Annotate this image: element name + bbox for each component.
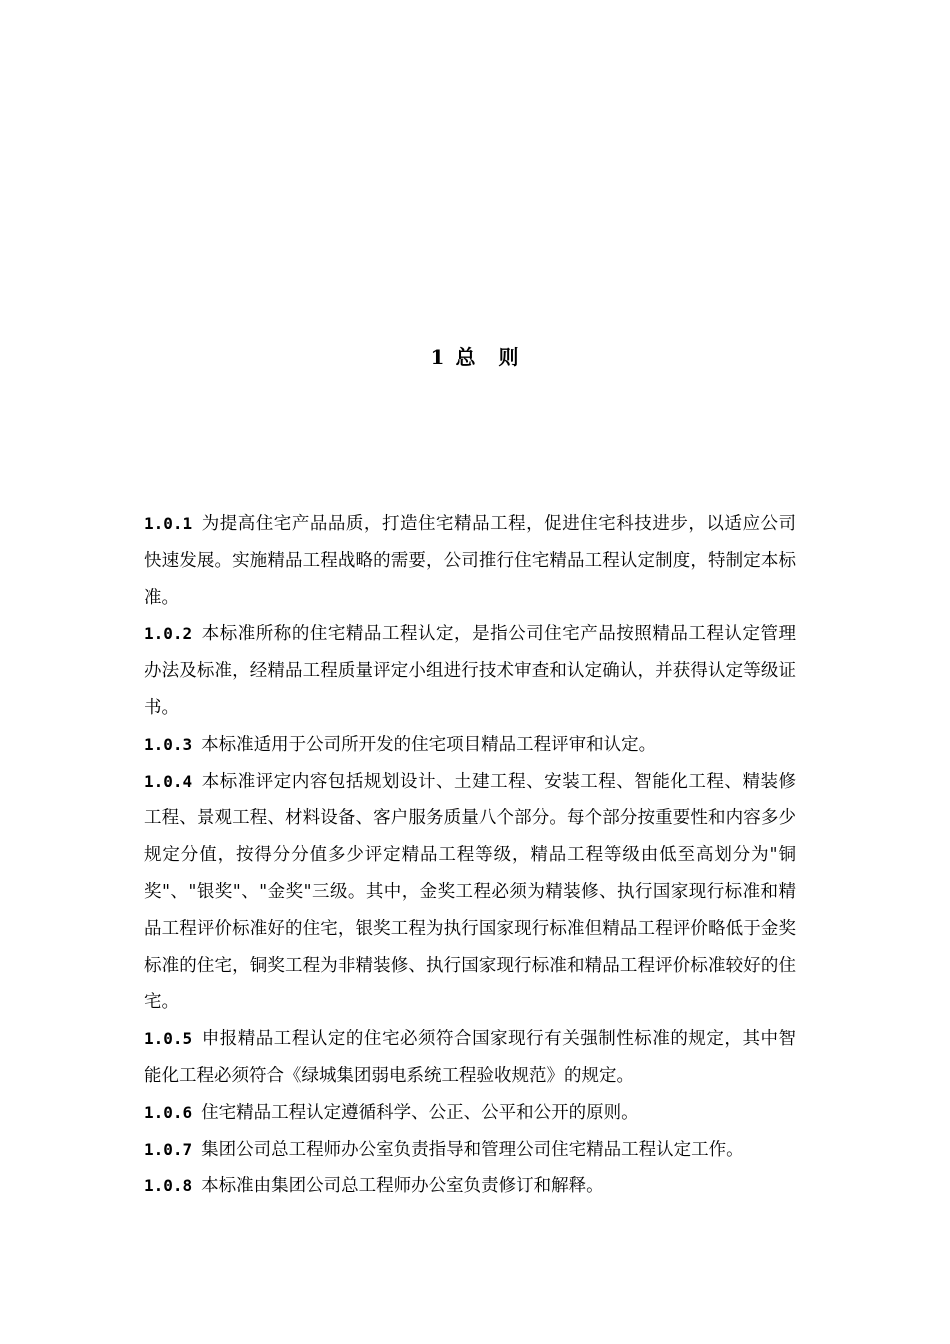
clause-1-0-4 bbox=[144, 764, 796, 1022]
clause-text: 本标准由集团公司总工程师办公室负责修订和解释。 bbox=[201, 1176, 604, 1197]
clause-text: 为提高住宅产品品质，打造住宅精品工程，促进住宅科技进步，以适应公司快速发展。实施精品工程战略的需要，公司推行住宅精品工程认定制度，特制定本标准。 bbox=[144, 514, 796, 608]
clause-number: 1.0.6 bbox=[144, 1102, 193, 1122]
chapter-title-char-2: 则 bbox=[498, 345, 520, 369]
clause-1-0-3 bbox=[144, 727, 796, 764]
clause-number: 1.0.5 bbox=[144, 1029, 193, 1049]
clause-number: 1.0.4 bbox=[144, 771, 193, 791]
chapter-title-char-1: 总 bbox=[455, 345, 477, 369]
clause-number: 1.0.8 bbox=[144, 1176, 193, 1196]
clause-1-0-2 bbox=[144, 616, 796, 726]
clause-number: 1.0.7 bbox=[144, 1139, 193, 1159]
clause-text: 本标准所称的住宅精品工程认定，是指公司住宅产品按照精品工程认定管理办法及标准，经精品工程质量评定小组进行技术审查和认定确认，并获得认定等级证书。 bbox=[144, 624, 796, 718]
clause-number: 1.0.2 bbox=[144, 624, 193, 644]
clause-1-0-6 bbox=[144, 1095, 796, 1132]
chapter-number: 1 bbox=[430, 345, 446, 369]
clause-1-0-8 bbox=[144, 1168, 796, 1205]
clause-number: 1.0.1 bbox=[144, 514, 193, 533]
clause-text: 本标准评定内容包括规划设计、土建工程、安装工程、智能化工程、精装修工程、景观工程、材料设备、客户服务质量八个部分。每个部分按重要性和内容多少规定分值，按得分分值多少评定精品工程等级，精品工程等级由低至高划分为"铜奖"、"银奖"、"金奖"三级。其中，金奖工程必须为精装修、执行国家现行标准和精品工程评价标准好的住宅，银奖工程为执行国家现行标准但精品工程评价略低于金奖标准的住宅，铜奖工程为非精装修、执行国家现行标准和精品工程评价标准较好的住宅。 bbox=[144, 771, 796, 1013]
clause-1-0-7 bbox=[144, 1132, 796, 1169]
clause-1-0-1 bbox=[144, 506, 796, 616]
clause-number: 1.0.3 bbox=[144, 734, 193, 754]
clause-text: 本标准适用于公司所开发的住宅项目精品工程评审和认定。 bbox=[201, 734, 657, 755]
clause-list bbox=[144, 506, 796, 1205]
clause-1-0-5 bbox=[144, 1021, 796, 1095]
clause-text: 申报精品工程认定的住宅必须符合国家现行有关强制性标准的规定，其中智能化工程必须符合《绿城集团弱电系统工程验收规范》的规定。 bbox=[144, 1029, 796, 1086]
clause-text: 集团公司总工程师办公室负责指导和管理公司住宅精品工程认定工作。 bbox=[201, 1139, 744, 1160]
chapter-title bbox=[0, 340, 950, 374]
clause-text: 住宅精品工程认定遵循科学、公正、公平和公开的原则。 bbox=[201, 1102, 639, 1123]
